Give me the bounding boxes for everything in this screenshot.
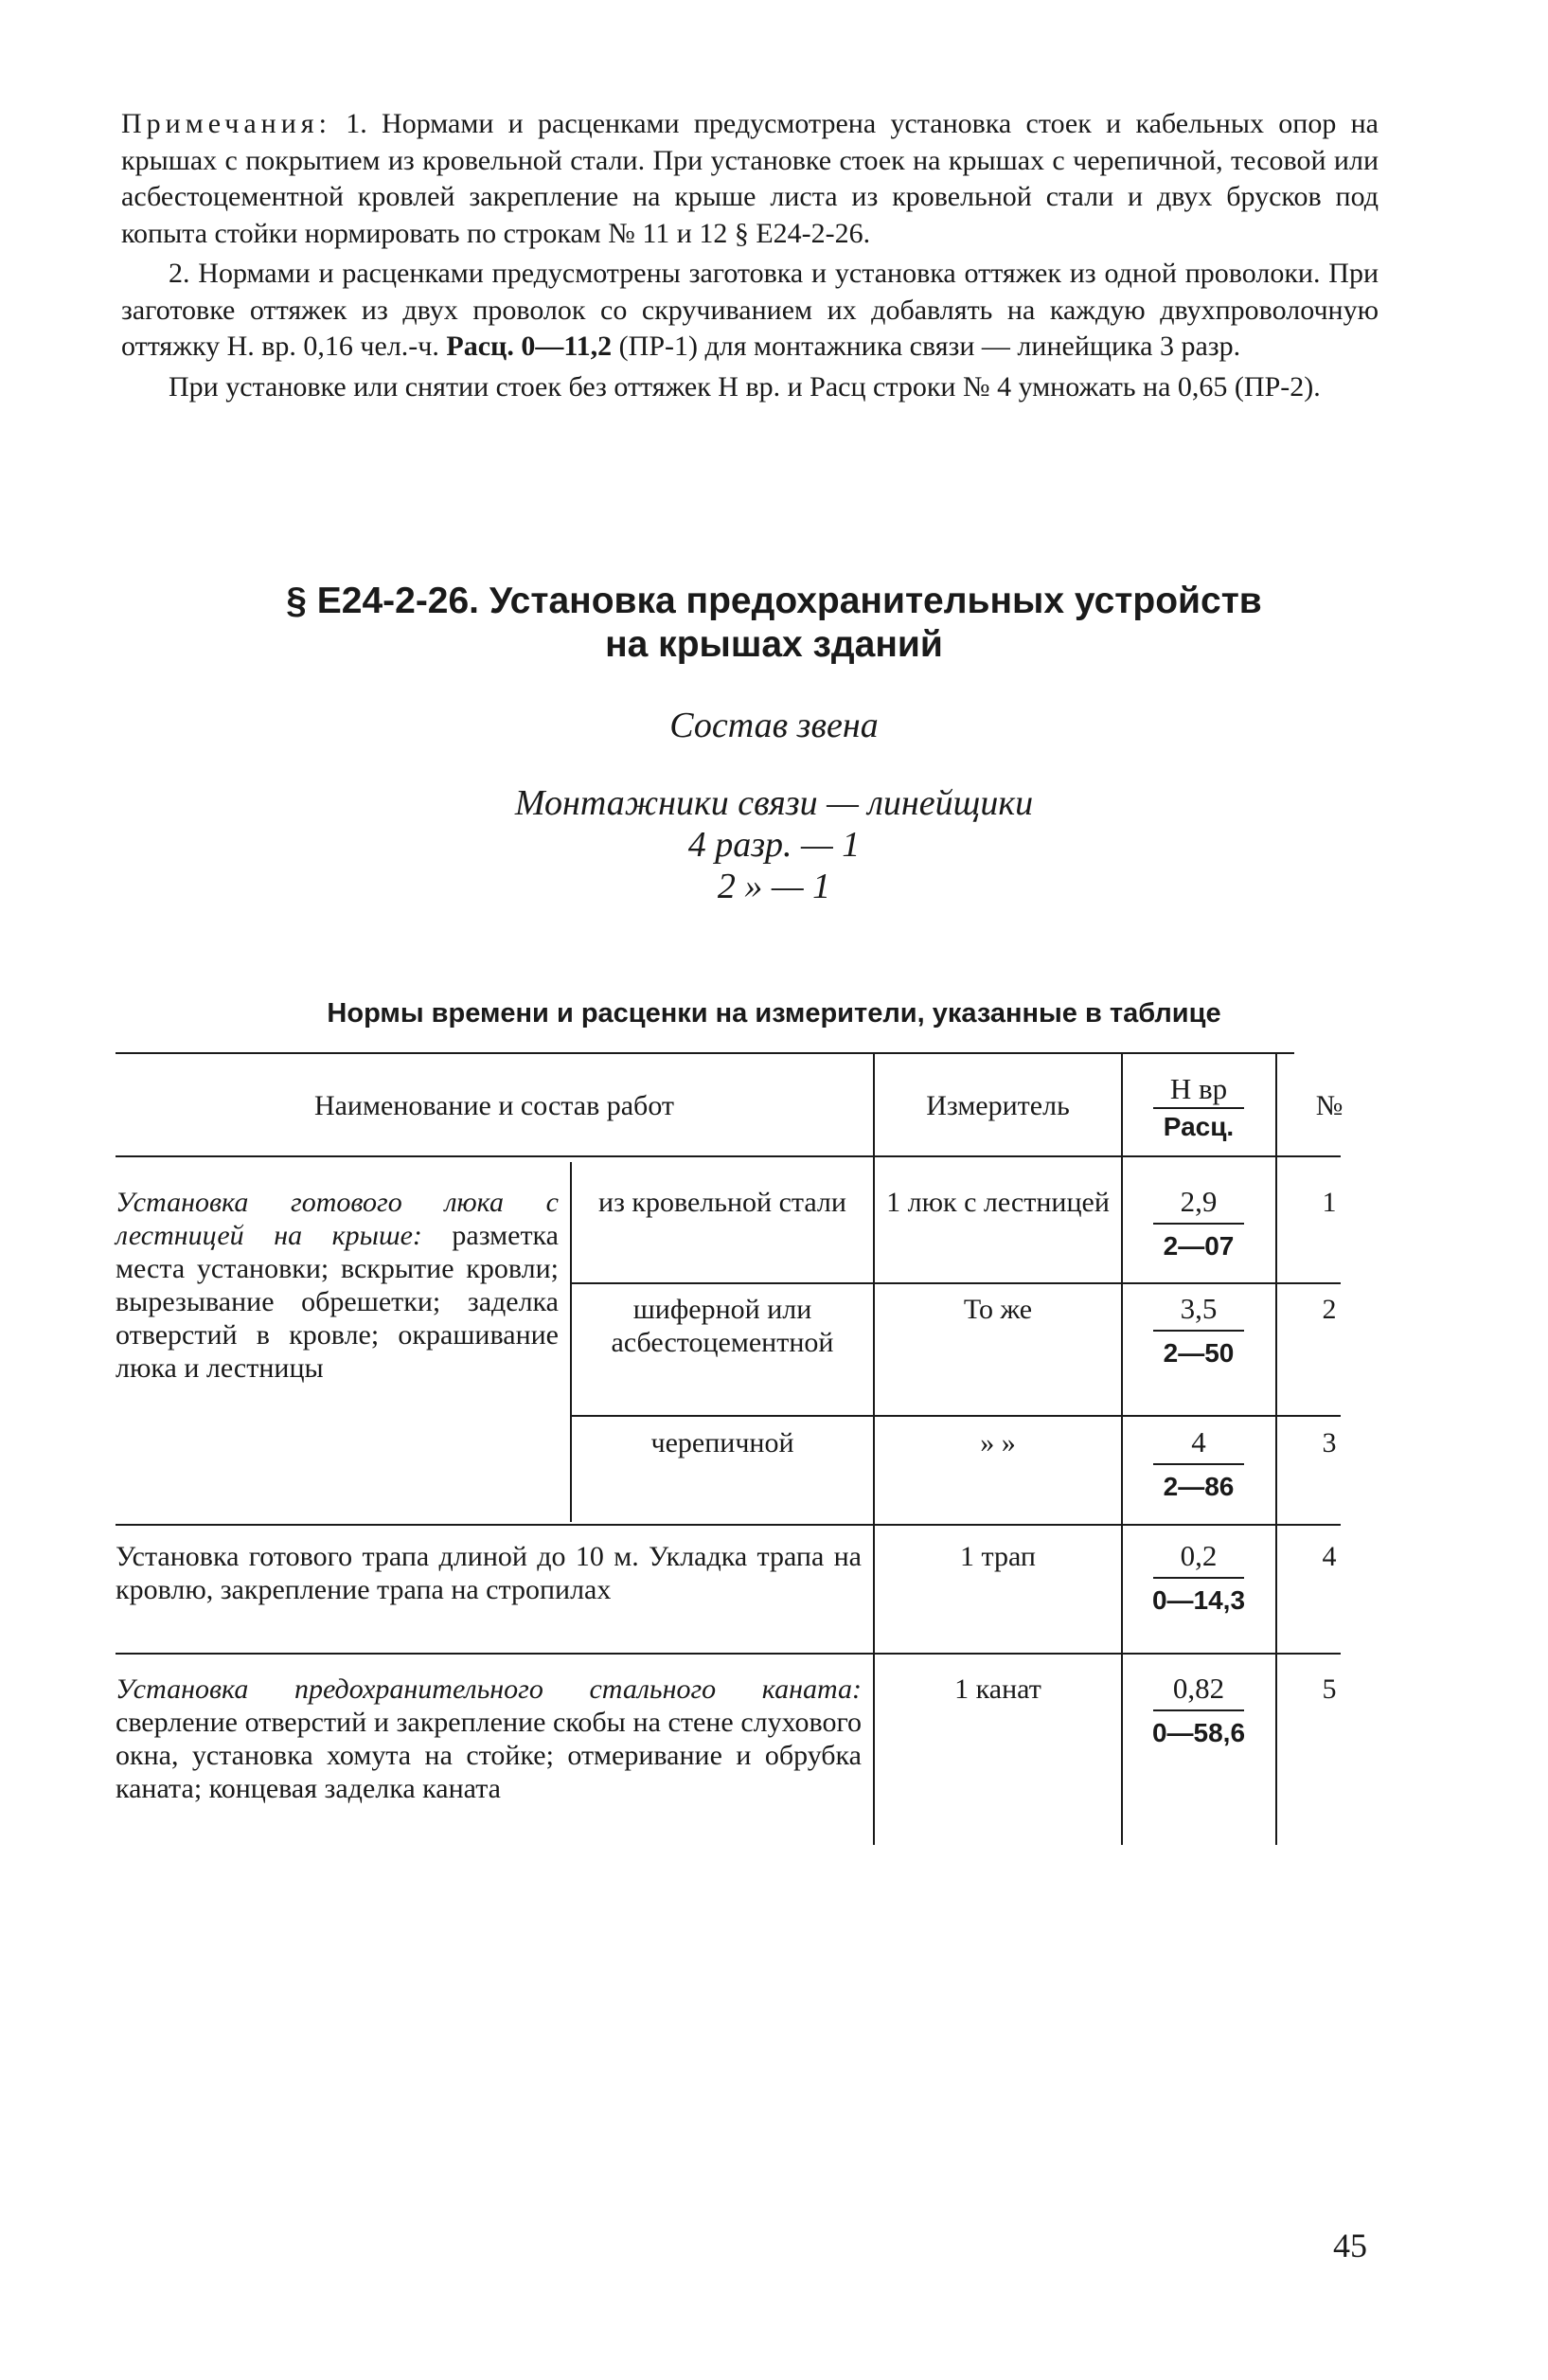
crew-title: Состав звена	[669, 706, 879, 745]
row1-material: из кровельной стали	[598, 1187, 846, 1218]
row5-price: 0—58,6	[1151, 1718, 1246, 1747]
row3-number: 3	[1322, 1427, 1337, 1458]
note-1-text: 1. Нормами и расценками предусмотрена установка стоек и кабельных опор на крышах с покрытием из кровельной стали. При установке стоек на крышах с черепичной, тесовой или асбестоцементной кровлей закрепление на крыше листа из кровельной стали и двух брусков под копыта стойки нормировать по строкам № 11 и 12 § Е24-2-26.	[121, 108, 1379, 249]
row3-material: черепичной	[650, 1427, 794, 1458]
row4-number: 4	[1322, 1541, 1337, 1572]
row1-time: 2,9	[1180, 1185, 1218, 1218]
crew-rank-2: 2 » — 1	[717, 867, 831, 906]
note-2-text-c: (ПР-1) для монтажника связи — линейщика 3 разр.	[612, 331, 1241, 362]
crew-role: Монтажники связи — линейщики	[514, 783, 1034, 823]
page-number: 45	[1333, 2227, 1367, 2264]
row3-price: 2—86	[1163, 1472, 1235, 1501]
row4-price: 0—14,3	[1151, 1585, 1246, 1615]
section-heading-line-1: § Е24-2-26. Установка предохранительных устройств	[286, 581, 1262, 621]
row1-price: 2—07	[1163, 1231, 1235, 1261]
section-heading	[0, 580, 1548, 667]
group1-text: разметка места установки; вскрытие кровли; вырезывание обрешетки; заделка отверстий в кровле; окрашивание люка и лестницы	[116, 1220, 559, 1384]
row5-norm	[1123, 1672, 1274, 1749]
note-2	[121, 256, 1379, 366]
row2-norm	[1123, 1292, 1274, 1369]
row2-unit: То же	[963, 1294, 1033, 1325]
row1-norm	[1123, 1185, 1274, 1262]
header-norm-time: Н вр	[1169, 1072, 1228, 1105]
row5-description	[116, 1673, 862, 1805]
crew-rank-1: 4 разр. — 1	[687, 825, 861, 865]
row1-number: 1	[1322, 1187, 1337, 1218]
row5-title: Установка предохранительного стального каната:	[116, 1673, 862, 1705]
header-bottom-rule	[116, 1155, 1341, 1157]
row4-description: Установка готового трапа длиной до 10 м. Укладка трапа на кровлю, закрепление трапа на стропилах	[116, 1541, 862, 1605]
row3-time: 4	[1191, 1425, 1206, 1458]
row5-unit: 1 канат	[954, 1673, 1041, 1705]
notes-label: Примечания:	[121, 108, 331, 139]
table-top-rule	[116, 1052, 1294, 1054]
row5-time: 0,82	[1172, 1672, 1225, 1705]
row4-unit: 1 трап	[960, 1541, 1036, 1572]
header-norm-fraction	[1123, 1072, 1274, 1143]
group1-description	[116, 1186, 559, 1385]
note-3: При установке или снятии стоек без оттяжек Н вр. и Расц строки № 4 умножать на 0,65 (ПР-2).	[169, 370, 1321, 403]
header-norm-price: Расц.	[1163, 1112, 1235, 1141]
note-2-rate: Расц. 0—11,2	[446, 331, 613, 362]
crew-block	[0, 705, 1548, 907]
row5-number: 5	[1322, 1673, 1337, 1705]
group1-title: Установка готового люка с лестницей на крыше:	[116, 1187, 559, 1251]
row3-unit: » »	[980, 1427, 1016, 1458]
row5-text: сверление отверстий и закрепление скобы на стене слухового окна, установка хомута на стойке; отмеривание и обрубка каната; концевая заделка каната	[116, 1707, 862, 1804]
row2-price: 2—50	[1163, 1338, 1235, 1368]
table-caption: Нормы времени и расценки на измерители, указанные в таблице	[327, 998, 1221, 1029]
row2-time: 3,5	[1180, 1292, 1218, 1325]
row2-material: шиферной или асбестоцементной	[611, 1294, 834, 1358]
header-number: №	[1315, 1090, 1343, 1121]
row4-norm	[1123, 1539, 1274, 1617]
row1-unit: 1 люк с лестницей	[886, 1187, 1110, 1218]
section-heading-line-2: на крышах зданий	[605, 624, 943, 665]
note-2-text-a: 2. Нормами и расценками предусмотрены заготовка и установка оттяжек из одной проволоки. При заготовке оттяжек из двух проволок со скручиванием их добавлять на каждую двухпроволочную оттяжку Н. вр. 0,16 чел.-ч.	[121, 258, 1379, 362]
notes-block	[121, 106, 1379, 409]
row3-norm	[1123, 1425, 1274, 1503]
row2-number: 2	[1322, 1294, 1337, 1325]
header-work: Наименование и состав работ	[313, 1090, 675, 1121]
note-1	[121, 106, 1379, 252]
row4-time: 0,2	[1180, 1539, 1218, 1572]
header-unit: Измеритель	[926, 1090, 1070, 1121]
